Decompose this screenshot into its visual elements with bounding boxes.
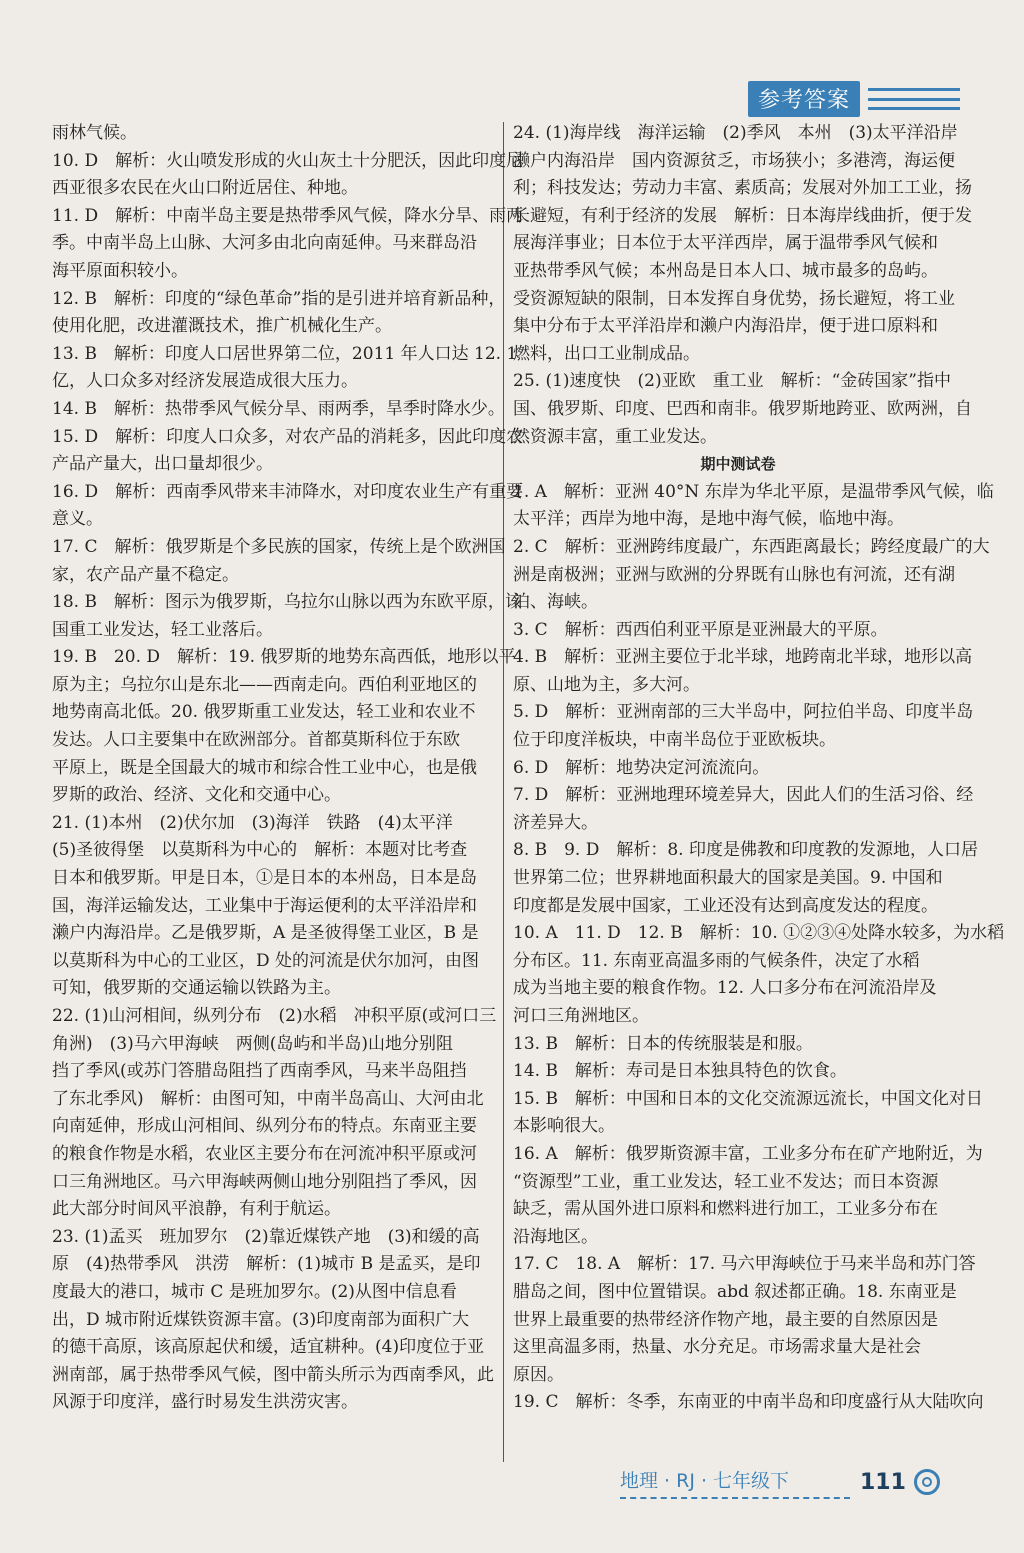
right-column-line: 6. D 解析：地势决定河流流向。 [513,757,770,778]
right-column-line: 泊、海峡。 [513,592,598,613]
left-column-line: 地势南高北低。20. 俄罗斯重工业发达，轻工业和农业不 [52,702,476,723]
left-column-line: 度最大的港口，城市 C 是班加罗尔。(2)从图中信息看 [52,1281,457,1302]
left-column-line: 14. B 解析：热带季风气候分旱、雨两季，旱季时降水少。 [52,398,505,419]
left-column-line: 平原上，既是全国最大的城市和综合性工业中心，也是俄 [52,757,477,778]
left-column [52,120,524,1417]
right-column-line: 缺乏，需从国外进口原料和燃料进行加工，工业多分布在 [513,1199,938,1220]
right-column-line: 3. C 解析：西西伯利亚平原是亚洲最大的平原。 [513,619,888,640]
left-column-line: 海平原面积较小。 [52,260,188,281]
right-column-line: 16. A 解析：俄罗斯资源丰富，工业多分布在矿产地附近，为 [513,1143,983,1164]
right-column-line: 腊岛之间，图中位置错误。abd 叙述都正确。18. 东南亚是 [513,1281,957,1302]
right-column-line: 5. D 解析：亚洲南部的三大半岛中，阿拉伯半岛、印度半岛 [513,702,974,723]
left-column-line: 日本和俄罗斯。甲是日本，①是日本的本州岛，日本是岛 [52,868,477,889]
right-column-line: 世界上最重要的热带经济作物产地，最主要的自然原因是 [513,1309,938,1330]
badge-stripes [868,88,960,110]
left-column-line: 19. B 20. D 解析：19. 俄罗斯的地势东高西低，地形以平 [52,647,516,668]
right-column-line: 原因。 [513,1364,564,1385]
circle-icon [914,1469,940,1495]
left-column-line: 18. B 解析：图示为俄罗斯，乌拉尔山脉以西为东欧平原，该 [52,592,522,613]
right-column-line: 亚热带季风气候；本州岛是日本人口、城市最多的岛屿。 [513,260,938,281]
right-column-line: 24. (1)海岸线 海洋运输 (2)季风 本州 (3)太平洋沿岸 [513,123,958,143]
left-column-line: 出，D 城市附近煤铁资源丰富。(3)印度南部为面积广大 [52,1309,470,1330]
left-column-line: 国重工业发达，轻工业落后。 [52,619,273,640]
left-column-line: 的粮食作物是水稻，农业区主要分布在河流冲积平原或河 [52,1143,477,1164]
right-column-line: 13. B 解析：日本的传统服装是和服。 [513,1033,813,1054]
left-column-line: 季。中南半岛上山脉、大河多由北向南延伸。马来群岛沿 [52,233,477,254]
left-column-line: 产品产量大，出口量却很少。 [52,454,273,475]
right-column-line: 期中测试卷 [700,455,776,474]
right-column-line: 展海洋事业；日本位于太平洋西岸，属于温带季风气候和 [513,233,938,254]
right-column-line: 长避短，有利于经济的发展 解析：日本海岸线曲折，便于发 [513,205,972,226]
right-column-line: 印度都是发展中国家，工业还没有达到高度发达的程度。 [513,895,938,916]
left-column-line: 濑户内海沿岸。乙是俄罗斯，A 是圣彼得堡工业区，B 是 [52,923,479,944]
left-column-line: 雨林气候。 [52,123,137,143]
left-column-line: 家，农产品产量不稳定。 [52,564,239,585]
left-column-line: 风源于印度洋，盛行时易发生洪涝灾害。 [52,1392,358,1413]
left-column-line: 17. C 解析：俄罗斯是个多民族的国家，传统上是个欧洲国 [52,536,506,557]
left-column-line: 了东北季风) 解析：由图可知，中南半岛高山、大河由北 [52,1088,484,1109]
right-column-line: 2. C 解析：亚洲跨纬度最广，东西距离最长；跨经度最广的大 [513,536,990,557]
right-column-line: 济差异大。 [513,812,598,833]
right-column-line: “资源型”工业，重工业发达，轻工业不发达；而日本资源 [513,1171,939,1192]
left-column-line: 口三角洲地区。马六甲海峡两侧山地分别阻挡了季风，因 [52,1171,477,1192]
left-column-line: 10. D 解析：火山喷发形成的火山灰土十分肥沃，因此印度尼 [52,150,524,171]
right-column [513,120,1005,1417]
right-column-line: 成为当地主要的粮食作物。12. 人口多分布在河流沿岸及 [513,978,937,999]
right-column-line: 利；科技发达；劳动力丰富、素质高；发展对外加工工业，扬 [513,178,972,199]
right-column-line: 洲是南极洲；亚洲与欧洲的分界既有山脉也有河流，还有湖 [513,564,955,585]
left-column-line: 挡了季风(或苏门答腊岛阻挡了西南季风，马来半岛阻挡 [52,1061,467,1082]
right-column-line: 8. B 9. D 解析：8. 印度是佛教和印度教的发源地，人口居 [513,840,978,861]
right-column-line: 1. A 解析：亚洲 40°N 东岸为华北平原，是温带季风气候，临 [513,481,994,502]
right-column-line: 原、山地为主，多大河。 [513,674,700,695]
right-column-line: 然资源丰富，重工业发达。 [513,426,717,447]
left-column-line: 向南延伸，形成山河相间、纵列分布的特点。东南亚主要 [52,1116,477,1137]
left-column-line: 23. (1)孟买 班加罗尔 (2)靠近煤铁产地 (3)和缓的高 [52,1226,480,1247]
left-column-line: 洲南部，属于热带季风气候，图中箭头所示为西南季风，此 [52,1364,494,1385]
right-column-line: 这里高温多雨，热量、水分充足。市场需求量大是社会 [513,1337,921,1358]
right-column-line: 太平洋；西岸为地中海，是地中海气候，临地中海。 [513,509,904,530]
left-column-line: 11. D 解析：中南半岛主要是热带季风气候，降水分旱、雨两 [52,205,524,226]
right-column-line: 河口三角洲地区。 [513,1006,649,1026]
right-column-line: 受资源短缺的限制，日本发挥自身优势，扬长避短，将工业 [513,288,955,309]
left-column-line: 21. (1)本州 (2)伏尔加 (3)海洋 铁路 (4)太平洋 [52,812,453,833]
right-column-line: 沿海地区。 [513,1226,598,1247]
left-column-line: 13. B 解析：印度人口居世界第二位，2011 年人口达 12. 1 [52,343,518,364]
right-column-line: 位于印度洋板块，中南半岛位于亚欧板块。 [513,730,836,751]
page-number: 111 [860,1469,906,1495]
right-column-line: 7. D 解析：亚洲地理环境差异大，因此人们的生活习俗、经 [513,785,974,806]
right-column-line: 19. C 解析：冬季，东南亚的中南半岛和印度盛行从大陆吹向 [513,1392,984,1413]
answer-key-badge [748,80,960,118]
right-column-line: 世界第二位；世界耕地面积最大的国家是美国。9. 中国和 [513,868,943,889]
left-column-line: 国，海洋运输发达，工业集中于海运便利的太平洋沿岸和 [52,895,477,916]
left-column-line: 原为主；乌拉尔山是东北——西南走向。西伯利亚地区的 [52,674,477,695]
right-column-line: 国、俄罗斯、印度、巴西和南非。俄罗斯地跨亚、欧两洲，自 [513,398,972,419]
right-column-line: 本影响很大。 [513,1116,615,1137]
badge-label: 参考答案 [748,81,860,117]
left-column-line: 发达。人口主要集中在欧洲部分。首都莫斯科位于东欧 [52,730,460,751]
right-column-line: 濑户内海沿岸 国内资源贫乏，市场狭小；多港湾，海运便 [513,150,955,171]
right-column-line: 17. C 18. A 解析：17. 马六甲海峡位于马来半岛和苏门答 [513,1254,976,1275]
right-column-line: 14. B 解析：寿司是日本独具特色的饮食。 [513,1061,847,1082]
right-column-line: 集中分布于太平洋沿岸和濑户内海沿岸，便于进口原料和 [513,316,938,337]
left-column-line: 22. (1)山河相间，纵列分布 (2)水稻 冲积平原(或河口三 [52,1006,497,1026]
left-column-line: 角洲) (3)马六甲海峡 两侧(岛屿和半岛)山地分别阻 [52,1033,453,1054]
subject-label: 地理 · RJ · 七年级下 [620,1466,850,1499]
left-column-line: 原 (4)热带季风 洪涝 解析：(1)城市 B 是孟买，是印 [52,1254,481,1275]
right-column-line: 25. (1)速度快 (2)亚欧 重工业 解析：“金砖国家”指中 [513,371,951,392]
left-column-line: 以莫斯科为中心的工业区，D 处的河流是伏尔加河，由图 [52,950,480,971]
left-column-line: 15. D 解析：印度人口众多，对农产品的消耗多，因此印度农 [52,426,524,447]
left-column-line: 西亚很多农民在火山口附近居住、种地。 [52,178,358,199]
left-column-line: 16. D 解析：西南季风带来丰沛降水，对印度农业生产有重要 [52,481,524,502]
left-column-line: (5)圣彼得堡 以莫斯科为中心的 解析：本题对比考查 [52,840,468,861]
left-column-line: 此大部分时间风平浪静，有利于航运。 [52,1199,341,1220]
left-column-line: 使用化肥，改进灌溉技术，推广机械化生产。 [52,316,392,337]
page-footer [620,1462,980,1502]
right-column-line: 燃料，出口工业制成品。 [513,343,700,364]
left-column-line: 意义。 [52,509,103,530]
left-column-line: 可知，俄罗斯的交通运输以铁路为主。 [52,978,341,999]
right-column-line: 分布区。11. 东南亚高温多雨的气候条件，决定了水稻 [513,950,920,971]
left-column-line: 12. B 解析：印度的“绿色革命”指的是引进并培育新品种， [52,288,506,309]
right-column-line: 10. A 11. D 12. B 解析：10. ①②③④处降水较多，为水稻 [513,923,1005,944]
left-column-line: 亿，人口众多对经济发展造成很大压力。 [52,371,358,392]
right-column-line: 4. B 解析：亚洲主要位于北半球，地跨南北半球，地形以高 [513,647,973,668]
right-column-line: 15. B 解析：中国和日本的文化交流源远流长，中国文化对日 [513,1088,983,1109]
left-column-line: 罗斯的政治、经济、文化和交通中心。 [52,785,341,806]
left-column-line: 的德干高原，该高原起伏和缓，适宜耕种。(4)印度位于亚 [52,1337,485,1358]
